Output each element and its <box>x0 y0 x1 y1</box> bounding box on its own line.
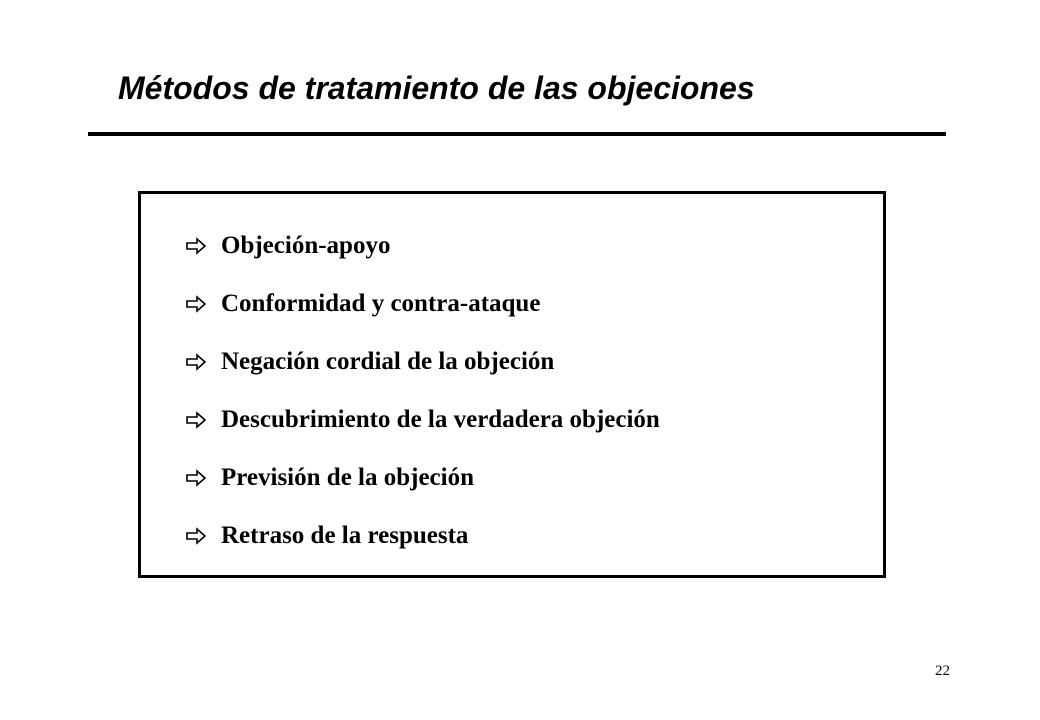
hollow-right-arrow-icon <box>185 353 208 371</box>
list-item <box>185 275 660 333</box>
methods-list <box>185 217 660 565</box>
list-item <box>185 507 660 565</box>
title-divider <box>88 132 946 136</box>
list-item-label: Descubrimiento de la verdadera objeción <box>221 406 660 433</box>
page-number: 22 <box>935 663 950 679</box>
list-item <box>185 333 660 391</box>
list-item <box>185 449 660 507</box>
list-item-label: Negación cordial de la objeción <box>221 348 555 375</box>
list-item-label: Previsión de la objeción <box>221 464 475 491</box>
hollow-right-arrow-icon <box>185 295 208 313</box>
list-item-label: Conformidad y contra-ataque <box>221 290 541 317</box>
hollow-right-arrow-icon <box>185 237 208 255</box>
methods-box <box>138 191 886 578</box>
list-item <box>185 217 660 275</box>
hollow-right-arrow-icon <box>185 469 208 487</box>
hollow-right-arrow-icon <box>185 411 208 429</box>
slide-title: Métodos de tratamiento de las objeciones <box>118 70 755 106</box>
list-item-label: Objeción-apoyo <box>221 232 391 259</box>
list-item-label: Retraso de la respuesta <box>221 522 469 549</box>
hollow-right-arrow-icon <box>185 527 208 545</box>
list-item <box>185 391 660 449</box>
